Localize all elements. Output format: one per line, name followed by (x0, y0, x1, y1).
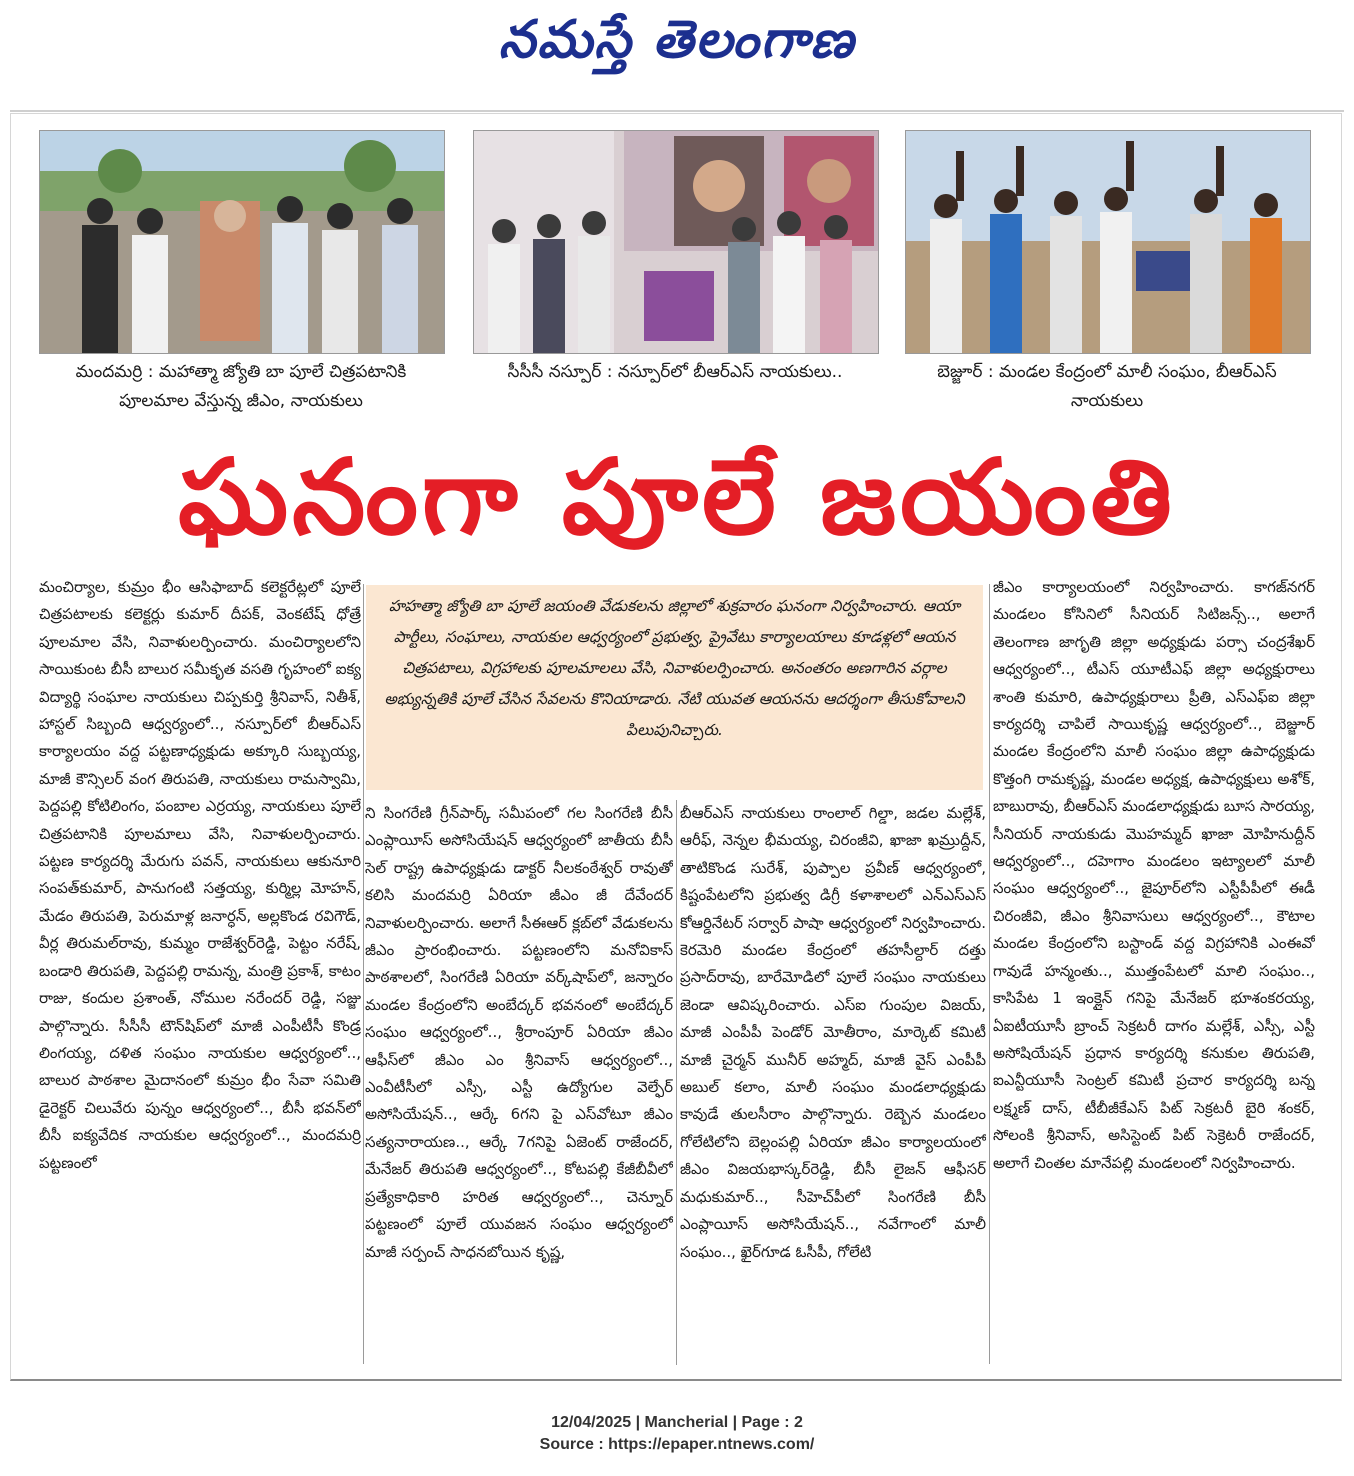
article-summary-box: హహత్మా జ్యోతి బా పూలే జయంతి వేడుకలను జిల్లాలో శుక్రవారం ఘనంగా నిర్వహించారు. ఆయా పార్టీలు, సంఘాలు, నాయకుల ఆధ్వర్యంలో ప్రభుత్వ, ప్రైవేటు కార్యాలయాలు కూడళ్లలో ఆయన చిత్రపటాలు, విగ్రహాలకు పూలమాలలు వేసి, నివాళులర్పించారు. అనంతరం అణగారిన వర్గాల అభ్యున్నతికి పూలే చేసిన సేవలను కొనియాడారు. నేటి యువత ఆయనను ఆదర్శంగా తీసుకోవాలని పిలుపునిచ్చారు. (366, 585, 983, 790)
column-divider (989, 584, 990, 1364)
photo-party-leaders (473, 130, 879, 354)
column-divider (363, 584, 364, 1364)
photo-mali-sangham (905, 130, 1311, 354)
column-divider (676, 800, 677, 1365)
top-rule (10, 110, 1344, 112)
article-column-4: జీఎం కార్యాలయంలో నిర్వహించారు. కాగజ్‌నగర్ మండలం కోసినిలో సీనియర్ సిటిజన్స్.., అలాగే తెలంగాణ జాగృతి జిల్లా అధ్యక్షుడు పర్సా చంద్రశేఖర్ ఆధ్వర్యంలో.., టీఎస్ యూటీఎఫ్ జిల్లా అధ్యక్షురాలు శాంతి కుమారి, ఉపాధ్యక్షురాలు ప్రీతి, ఎస్‌ఎఫ్‌ఐ జిల్లా కార్యదర్శి చాపిలే సాయికృష్ణ ఆధ్వర్యంలో.., బెజ్జూర్ మండల కేంద్రంలోని మాలీ సంఘం జిల్లా ఉపాధ్యక్షుడు కొత్తంగి రామకృష్ణ, మండల అధ్యక్ష, ఉపాధ్యక్షులు అశోక్, బాబురావు, బీఆర్‌ఎస్ మండలాధ్యక్షుడు బూస సారయ్య, సీనియర్ నాయకుడు మొహమ్మద్ ఖాజా మోహినుద్దీన్ ఆధ్వర్యంలో.., దహెగాం మండలం ఇట్యాలలో మాలీ సంఘం ఆధ్వర్యంలో.., జైపూర్‌లోని ఎస్టీపీపీలో ఈడీ చిరంజీవి, జీఎం శ్రీనివాసులు ఆధ్వర్యంలో.., కౌటాల మండల కేంద్రంలోని బస్టాండ్ వద్ద విగ్రహానికి ఎంఈవో గావుడే హన్మంతు.., ముత్తంపేటలో మాలి సంఘం.., కాసిపేట 1 ఇంక్లైన్ గనిపై మేనేజర్ భూశంకరయ్య, ఏఐటీయూసీ బ్రాంచ్ సెక్రటరీ దాగం మల్లేశ్, ఎస్సీ, ఎస్టీ అసోషియేషన్ ప్రధాన కార్యదర్శి కనుకుల తిరుపతి, ఐఎన్టీయూసీ సెంట్రల్ కమిటీ ప్రచార కార్యదర్శి బన్న లక్ష్మణ్ దాస్, టీబీజీకేఎస్ పిట్ సెక్రటరీ బైరి శంకర్, సోలంకి శ్రీనివాస్, అసిస్టెంట్ పిట్ సెక్రెటరీ రాజేందర్, అలాగే చింతల మానేపల్లి మండలంలో నిర్వహించారు. (993, 578, 1315, 1172)
photo-garlanding (39, 130, 445, 354)
newspaper-title: నమస్తే తెలంగాణ (498, 10, 856, 70)
photo-caption-3: బెజ్జూర్ : మండల కేంద్రంలో మాలీ సంఘం, బీఆర్‌ఎస్ నాయకులు (937, 362, 1277, 411)
photo-caption-1: మందమర్రి : మహాత్మా జ్యోతి బా పూలే చిత్రపటానికి పూలమాల వేస్తున్న జీఎం, నాయకులు (75, 362, 407, 411)
article-column-3: బీఆర్‌ఎస్ నాయకులు రాంలాల్ గిల్డా, జడల మల్లేశ్, ఆరీఫ్, నెన్నల భీమయ్య, చిరంజీవి, ఖాజా ఖమ్రుద్దీన్, తాటికొండ సురేశ్, పుప్పాల ప్రవీణ్ ఆధ్వర్యంలో, కిష్టంపేటలోని ప్రభుత్వ డిగ్రీ కళాశాలలో ఎన్‌ఎస్‌ఎస్ కోఆర్డినేటర్ సర్వార్ పాషా ఆధ్వర్యంలో నిర్వహించారు. కెరమెరి మండల కేంద్రంలో తహసీల్దార్ దత్తు ప్రసాద్‌రావు, బారేమోడిలో పూలే సంఘం నాయకులు జెండా ఆవిష్కరించారు. ఎస్‌ఐ గుంపుల విజయ్, మాజీ ఎంపీపీ పెండోర్ మోతీరాం, మార్కెట్ కమిటీ మాజీ చైర్మన్ మునీర్ అహ్మద్, మాజీ వైస్ ఎంపీపీ అబుల్ కలాం, మాలీ సంఘం మండలాధ్యక్షుడు కావుడే తులసీరాం పాల్గొన్నారు. రెబ్బెన మండలం గోలేటిలోని బెల్లంపల్లి ఏరియా జీఎం కార్యాలయంలో జీఎం విజయభాస్కర్‌రెడ్డి, బీసీ లైజన్ ఆఫీసర్ మధుకుమార్.., సీహెచ్‌పీలో సింగరేణి బీసీ ఎంప్లాయీస్ అసోసియేషన్.., నవేగాంలో మాలీ సంఘం.., ఖైర్‌గూడ ఓసీపీ, గోలేటి (680, 804, 986, 1261)
page-info: 12/04/2025 | Mancherial | Page : 2 (551, 1414, 803, 1431)
headline: ఘనంగా పూలే జయంతి (178, 436, 1176, 558)
photo-caption-2: సీసీసీ నస్పూర్ : నస్పూర్‌లో బీఆర్‌ఎస్ నాయకులు.. (507, 362, 843, 382)
article-column-2: ని సింగరేణి గ్రీన్‌పార్క్ సమీపంలో గల సింగరేణి బీసీ ఎంప్లాయీస్ అసోసియేషన్ ఆధ్వర్యంలో జాతీయ బీసీ సెల్ రాష్ట్ర ఉపాధ్యక్షుడు డాక్టర్ నీలకంఠేశ్వర్ రావుతో కలిసి మందమర్రి ఏరియా జీఎం జీ దేవేందర్ నివాళులర్పించారు. అలాగే సీఈఆర్ క్లబ్‌లో వేడుకలను జీఎం ప్రారంభించారు. పట్టణంలోని మనోవికాస్ పాఠశాలలో, సింగరేణి ఏరియా వర్క్‌షాప్‌లో, జన్నారం మండల కేంద్రంలోని అంబేద్కర్ భవనంలో అంబేద్కర్ సంఘం ఆధ్వర్యంలో.., శ్రీరాంపూర్ ఏరియా జీఎం ఆఫీస్‌లో జీఎం ఎం శ్రీనివాస్ ఆధ్వర్యంలో.., ఎంవీటీసీలో ఎస్సీ, ఎస్టీ ఉద్యోగుల వెల్ఫేర్ అసోసియేషన్.., ఆర్కే 6గని పై ఎస్‌వోటూ జీఎం సత్యనారాయణ.., ఆర్కే 7గనిపై ఏజెంట్ రాజేందర్, మేనేజర్ తిరుపతి ఆధ్వర్యంలో.., కోటపల్లి కేజీబీవీలో ప్రత్యేకాధికారి హరిత ఆధ్వర్యంలో.., చెన్నూర్ పట్టణంలో పూలే యువజన సంఘం ఆధ్వర్యంలో మాజీ సర్పంచ్ సాధనబోయిన కృష్ణ, (365, 804, 673, 1261)
masthead (0, 0, 1354, 110)
source-link[interactable]: Source : https://epaper.ntnews.com/ (539, 1436, 815, 1453)
article-column-1: మంచిర్యాల, కుమ్రం భీం ఆసిఫాబాద్ కలెక్టరేట్లలో పూలే చిత్రపటాలకు కలెక్టర్లు కుమార్ దీపక్, వెంకటేష్ ధోత్రే పూలమాల వేసి, నివాళులర్పించారు. మంచిర్యాలలోని సాయికుంట బీసీ బాలుర సమీకృత వసతి గృహంలో ఐక్య విద్యార్థి సంఘాల నాయకులు చిప్పకుర్తి శ్రీనివాస్, నితీశ్, హాస్టల్ సిబ్బంది ఆధ్వర్యంలో.., నస్పూర్‌లో బీఆర్‌ఎస్ కార్యాలయం వద్ద పట్టణాధ్యక్షుడు అక్కూరి సుబ్బయ్య, మాజీ కౌన్సిలర్ వంగ తిరుపతి, నాయకులు రామస్వామి, పెద్దపల్లి కోటిలింగం, పంబాల ఎర్రయ్య, నాయకులు పూలే చిత్రపటానికి పూలమాలు వేసి, నివాళులర్పించారు. పట్టణ కార్యదర్శి మేరుగు పవన్, నాయకులు ఆకునూరి సంపత్‌కుమార్, పానుగంటి సత్తయ్య, కుర్మిల్ల మోహన్, మేడం తిరుపతి, పెరుమాళ్ల జనార్ధన్, అల్లకొండ రవిగౌడ్, వీర్ల తిరుమల్‌రావు, కుమ్మం రాజేశ్వర్‌రెడ్డి, పెట్టం నరేష్, బండారి తిరుపతి, పెద్దపల్లి రామన్న, మంత్రి ప్రకాశ్, కాటం రాజు, కందుల ప్రశాంత్, నోముల నరేందర్ రెడ్డి, సజ్జు పాల్గొన్నారు. సీసీసీ టౌన్‌షిప్‌లో మాజీ ఎంపీటీసీ కొండ్ర లింగయ్య, దళిత సంఘం నాయకుల ఆధ్వర్యంలో.., బాలుర పాఠశాల మైదానంలో కుమ్రం భీం సేవా సమితి డైరెక్టర్ చిలువేరు పున్నం ఆధ్వర్యంలో.., బీసీ భవన్‌లో బీసీ ఐక్యవేదిక నాయకుల ఆధ్వర్యంలో.., మందమర్రి పట్టణంలో (39, 578, 361, 1172)
